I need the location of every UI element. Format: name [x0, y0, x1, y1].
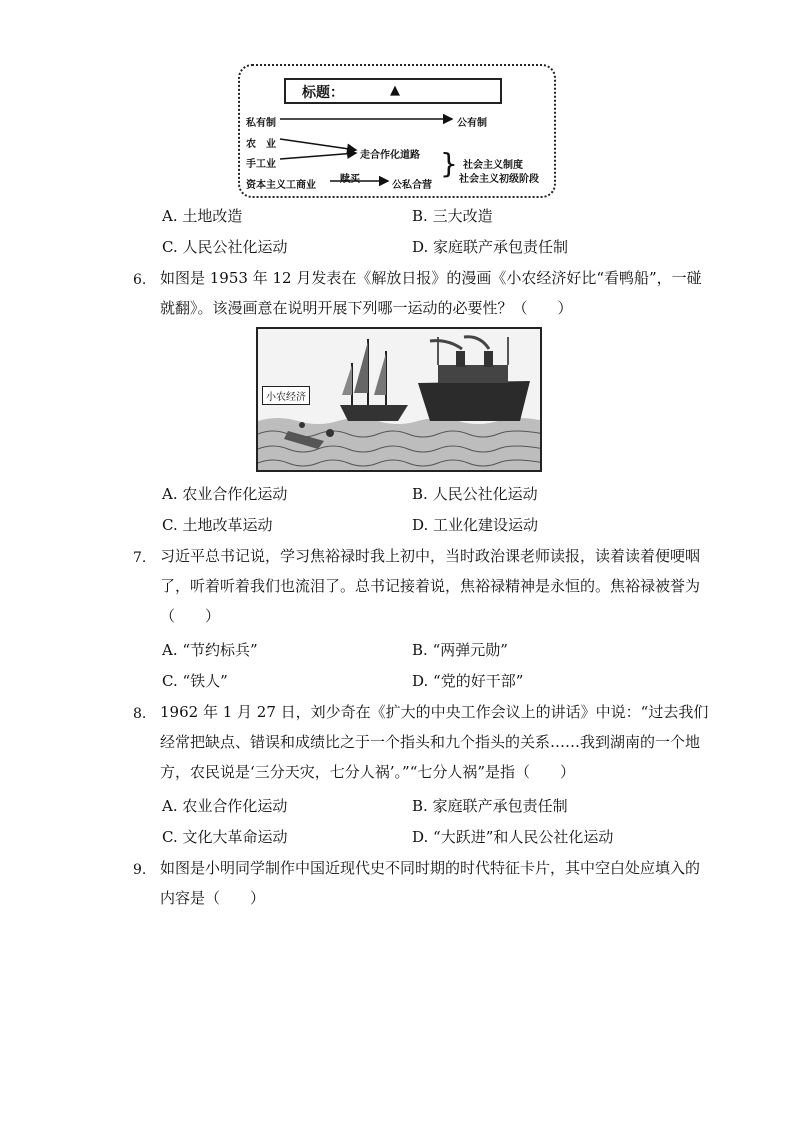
q7-option-b[interactable] — [412, 640, 508, 660]
label-primary-stage: 社会主义初级阶段 — [459, 174, 539, 185]
question-line: 方，农民说是‘三分天灾，七分人祸’。”“七分人祸”是指（ ） — [160, 763, 576, 781]
question-line: 经常把缺点、错误和成绩比之于一个指头和九个指头的关系……我到湖南的一个地 — [160, 733, 701, 751]
question-line: 习近平总书记说，学习焦裕禄时我上初中，当时政治课老师读报，读着读着便哽咽 — [160, 547, 701, 565]
q6-option-d[interactable] — [412, 515, 538, 535]
diagram-title-label: 标题： — [302, 85, 344, 101]
q8-option-d[interactable] — [412, 827, 613, 847]
question-line: 了，听着听着我们也流泪了。总书记接着说，焦裕禄精神是永恒的。焦裕禄被誉为 — [160, 577, 701, 595]
option-text: 家庭联产承包责任制 — [433, 238, 569, 256]
option-letter: C. — [162, 672, 178, 690]
label-handicraft: 手工业 — [246, 159, 276, 170]
option-letter: C. — [162, 238, 178, 256]
q5-option-b[interactable] — [412, 206, 493, 226]
q7-option-c[interactable] — [162, 671, 228, 691]
option-text: 家庭联产承包责任制 — [432, 797, 568, 815]
q5-option-a[interactable] — [162, 206, 242, 226]
q5-option-c[interactable] — [162, 237, 288, 257]
question-number: 9. — [133, 862, 147, 878]
option-letter: D. — [412, 516, 429, 534]
option-text: 土地改革运动 — [182, 516, 273, 534]
q8-option-b[interactable] — [412, 796, 568, 816]
option-text: “两弹元勋” — [432, 641, 508, 659]
q8-option-c[interactable] — [162, 827, 288, 847]
option-text: 人民公社化运动 — [182, 238, 288, 256]
label-cooperative-road: 走合作化道路 — [360, 150, 420, 161]
option-letter: B. — [412, 207, 428, 225]
option-letter: A. — [162, 641, 178, 659]
label-capitalist-commerce: 资本主义工商业 — [246, 180, 316, 191]
q7-option-d[interactable] — [412, 671, 523, 691]
option-letter: A. — [162, 485, 178, 503]
arrow-handicraft — [280, 153, 356, 159]
question-8-text — [160, 697, 708, 787]
option-text: 土地改造 — [182, 207, 243, 225]
option-text: 工业化建设运动 — [433, 516, 539, 534]
q5-option-d[interactable] — [412, 237, 568, 257]
q7-option-a[interactable] — [162, 640, 258, 660]
cartoon-label-small-peasant-economy: 小农经济 — [262, 386, 310, 405]
option-text: 农业合作化运动 — [182, 485, 288, 503]
option-text: 农业合作化运动 — [182, 797, 288, 815]
option-letter: B. — [412, 797, 428, 815]
option-text: 文化大革命运动 — [182, 828, 288, 846]
q6-option-c[interactable] — [162, 515, 273, 535]
option-letter: D. — [412, 238, 429, 256]
label-private-ownership: 私有制 — [246, 118, 276, 129]
question-line: 如图是小明同学制作中国近现代史不同时期的时代特征卡片，其中空白处应填入的 — [160, 859, 701, 877]
question-6-text — [160, 263, 702, 323]
option-text: “铁人” — [182, 672, 228, 690]
option-letter: A. — [162, 207, 178, 225]
question-line: 如图是 1953 年 12 月发表在《解放日报》的漫画《小农经济好比“看鸭船”，一碰 — [160, 269, 702, 287]
q8-option-a[interactable] — [162, 796, 287, 816]
brace-icon: } — [440, 147, 458, 180]
label-public-ownership: 公有制 — [457, 118, 487, 129]
option-letter: C. — [162, 516, 178, 534]
label-agriculture: 农 业 — [246, 139, 276, 150]
question-number: 6. — [133, 272, 147, 288]
question-number: 7. — [133, 550, 147, 566]
question-7-text — [160, 541, 700, 631]
question-line: 内容是（ ） — [160, 889, 266, 907]
question-line: 1962 年 1 月 27 日，刘少奇在《扩大的中央工作会议上的讲话》中说：“过去我们 — [160, 703, 709, 721]
arrow-agriculture — [280, 139, 356, 150]
option-letter: D. — [412, 828, 429, 846]
option-letter: D. — [412, 672, 429, 690]
question-line: （ ） — [160, 607, 221, 625]
option-letter: A. — [162, 797, 178, 815]
option-text: 三大改造 — [432, 207, 493, 225]
option-letter: B. — [412, 641, 428, 659]
label-socialist-system: 社会主义制度 — [463, 160, 523, 171]
question-number: 8. — [133, 706, 147, 722]
question-line: 就翻》。该漫画意在说明开展下列哪一运动的必要性？（ ） — [160, 299, 573, 317]
option-letter: B. — [412, 485, 428, 503]
triangle-placeholder-icon: ▲ — [390, 83, 400, 98]
option-text: 人民公社化运动 — [432, 485, 538, 503]
option-letter: C. — [162, 828, 178, 846]
q6-option-a[interactable] — [162, 484, 287, 504]
option-text: “大跃进”和人民公社化运动 — [433, 828, 614, 846]
label-joint-state-private: 公私合营 — [392, 180, 432, 191]
q6-option-b[interactable] — [412, 484, 538, 504]
option-text: “党的好干部” — [433, 672, 524, 690]
option-text: “节约标兵” — [182, 641, 258, 659]
question-9-text — [160, 853, 700, 913]
label-buyout: 赎买 — [340, 174, 360, 185]
diagram-arrows — [238, 64, 556, 198]
